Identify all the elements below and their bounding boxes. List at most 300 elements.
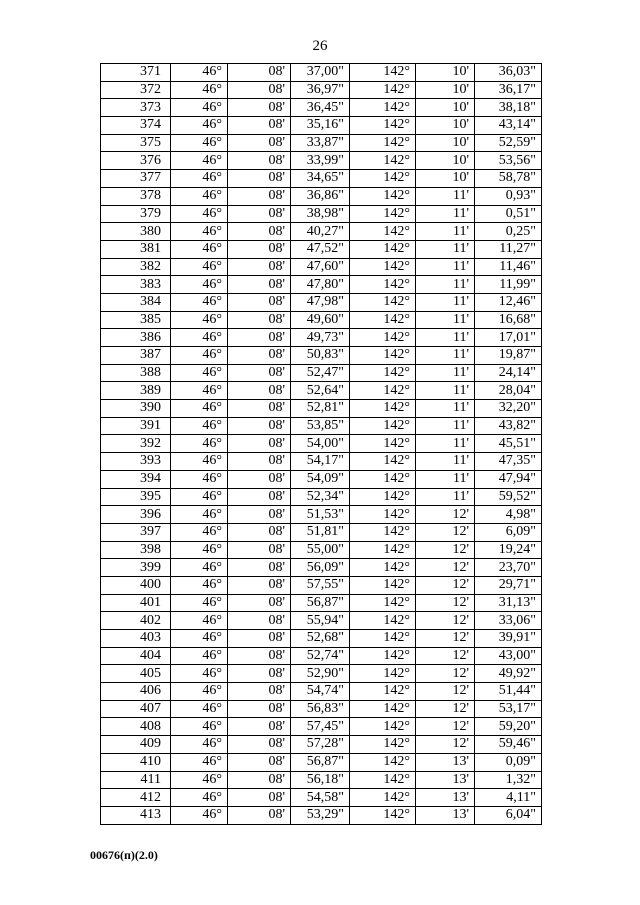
lat-degrees-cell: 46° bbox=[171, 470, 228, 488]
lat-minutes-cell: 08' bbox=[228, 506, 291, 524]
lat-degrees-cell: 46° bbox=[171, 576, 228, 594]
lat-seconds-cell: 52,90" bbox=[291, 665, 350, 683]
lat-seconds-cell: 54,17" bbox=[291, 453, 350, 471]
lat-minutes-cell: 08' bbox=[228, 700, 291, 718]
point-number-cell: 375 bbox=[101, 134, 171, 152]
lon-degrees-cell: 142° bbox=[350, 506, 416, 524]
lat-seconds-cell: 52,68" bbox=[291, 630, 350, 648]
lon-degrees-cell: 142° bbox=[350, 453, 416, 471]
lon-seconds-cell: 4,98" bbox=[475, 506, 542, 524]
lon-seconds-cell: 58,78" bbox=[475, 170, 542, 188]
lat-minutes-cell: 08' bbox=[228, 488, 291, 506]
lat-minutes-cell: 08' bbox=[228, 417, 291, 435]
table-row bbox=[101, 594, 542, 612]
lat-seconds-cell: 47,52" bbox=[291, 240, 350, 258]
table-row bbox=[101, 718, 542, 736]
lon-degrees-cell: 142° bbox=[350, 683, 416, 701]
lon-minutes-cell: 11' bbox=[416, 347, 475, 365]
point-number-cell: 395 bbox=[101, 488, 171, 506]
lon-degrees-cell: 142° bbox=[350, 311, 416, 329]
lon-seconds-cell: 52,59" bbox=[475, 134, 542, 152]
point-number-cell: 413 bbox=[101, 806, 171, 824]
point-number-cell: 379 bbox=[101, 205, 171, 223]
lat-degrees-cell: 46° bbox=[171, 170, 228, 188]
lon-minutes-cell: 12' bbox=[416, 718, 475, 736]
point-number-cell: 377 bbox=[101, 170, 171, 188]
lon-minutes-cell: 11' bbox=[416, 364, 475, 382]
lat-seconds-cell: 47,80" bbox=[291, 276, 350, 294]
lat-minutes-cell: 08' bbox=[228, 665, 291, 683]
point-number-cell: 412 bbox=[101, 789, 171, 807]
lat-degrees-cell: 46° bbox=[171, 240, 228, 258]
lon-seconds-cell: 53,56" bbox=[475, 152, 542, 170]
lon-minutes-cell: 10' bbox=[416, 64, 475, 82]
table-row bbox=[101, 470, 542, 488]
lat-minutes-cell: 08' bbox=[228, 771, 291, 789]
lat-degrees-cell: 46° bbox=[171, 612, 228, 630]
lat-degrees-cell: 46° bbox=[171, 700, 228, 718]
lon-minutes-cell: 11' bbox=[416, 488, 475, 506]
lat-degrees-cell: 46° bbox=[171, 329, 228, 347]
lon-degrees-cell: 142° bbox=[350, 718, 416, 736]
point-number-cell: 406 bbox=[101, 683, 171, 701]
point-number-cell: 410 bbox=[101, 753, 171, 771]
lon-degrees-cell: 142° bbox=[350, 187, 416, 205]
lat-minutes-cell: 08' bbox=[228, 64, 291, 82]
point-number-cell: 374 bbox=[101, 117, 171, 135]
table-row bbox=[101, 665, 542, 683]
table-row bbox=[101, 630, 542, 648]
table-row bbox=[101, 700, 542, 718]
lat-minutes-cell: 08' bbox=[228, 736, 291, 754]
lon-degrees-cell: 142° bbox=[350, 789, 416, 807]
point-number-cell: 372 bbox=[101, 81, 171, 99]
point-number-cell: 385 bbox=[101, 311, 171, 329]
lon-seconds-cell: 0,09" bbox=[475, 753, 542, 771]
lon-seconds-cell: 59,20" bbox=[475, 718, 542, 736]
lon-minutes-cell: 12' bbox=[416, 523, 475, 541]
table-row bbox=[101, 293, 542, 311]
lon-seconds-cell: 38,18" bbox=[475, 99, 542, 117]
lat-seconds-cell: 52,34" bbox=[291, 488, 350, 506]
table-row bbox=[101, 99, 542, 117]
lat-seconds-cell: 52,74" bbox=[291, 647, 350, 665]
table-row bbox=[101, 647, 542, 665]
lat-seconds-cell: 54,09" bbox=[291, 470, 350, 488]
lon-seconds-cell: 24,14" bbox=[475, 364, 542, 382]
lat-minutes-cell: 08' bbox=[228, 81, 291, 99]
table-row bbox=[101, 683, 542, 701]
lon-degrees-cell: 142° bbox=[350, 223, 416, 241]
lat-minutes-cell: 08' bbox=[228, 576, 291, 594]
point-number-cell: 392 bbox=[101, 435, 171, 453]
lon-minutes-cell: 13' bbox=[416, 789, 475, 807]
table-row bbox=[101, 276, 542, 294]
table-row bbox=[101, 541, 542, 559]
lon-seconds-cell: 4,11" bbox=[475, 789, 542, 807]
point-number-cell: 384 bbox=[101, 293, 171, 311]
lon-degrees-cell: 142° bbox=[350, 99, 416, 117]
lon-minutes-cell: 10' bbox=[416, 152, 475, 170]
lat-degrees-cell: 46° bbox=[171, 223, 228, 241]
table-row bbox=[101, 771, 542, 789]
lat-degrees-cell: 46° bbox=[171, 630, 228, 648]
lat-seconds-cell: 56,09" bbox=[291, 559, 350, 577]
lon-degrees-cell: 142° bbox=[350, 205, 416, 223]
lat-seconds-cell: 49,73" bbox=[291, 329, 350, 347]
point-number-cell: 407 bbox=[101, 700, 171, 718]
lon-minutes-cell: 10' bbox=[416, 81, 475, 99]
lat-seconds-cell: 57,55" bbox=[291, 576, 350, 594]
lon-minutes-cell: 11' bbox=[416, 329, 475, 347]
lat-seconds-cell: 40,27" bbox=[291, 223, 350, 241]
lat-minutes-cell: 08' bbox=[228, 117, 291, 135]
lat-degrees-cell: 46° bbox=[171, 417, 228, 435]
lon-seconds-cell: 31,13" bbox=[475, 594, 542, 612]
lat-seconds-cell: 33,99" bbox=[291, 152, 350, 170]
lon-minutes-cell: 12' bbox=[416, 559, 475, 577]
lat-seconds-cell: 56,87" bbox=[291, 594, 350, 612]
table-row bbox=[101, 258, 542, 276]
lat-degrees-cell: 46° bbox=[171, 364, 228, 382]
lat-seconds-cell: 55,00" bbox=[291, 541, 350, 559]
lon-degrees-cell: 142° bbox=[350, 382, 416, 400]
lon-minutes-cell: 11' bbox=[416, 276, 475, 294]
lat-seconds-cell: 57,28" bbox=[291, 736, 350, 754]
lat-minutes-cell: 08' bbox=[228, 683, 291, 701]
lat-degrees-cell: 46° bbox=[171, 683, 228, 701]
lon-degrees-cell: 142° bbox=[350, 488, 416, 506]
lon-degrees-cell: 142° bbox=[350, 329, 416, 347]
lon-seconds-cell: 36,17" bbox=[475, 81, 542, 99]
lat-seconds-cell: 56,83" bbox=[291, 700, 350, 718]
lon-minutes-cell: 10' bbox=[416, 117, 475, 135]
lon-minutes-cell: 12' bbox=[416, 683, 475, 701]
point-number-cell: 398 bbox=[101, 541, 171, 559]
lon-seconds-cell: 43,14" bbox=[475, 117, 542, 135]
lon-minutes-cell: 12' bbox=[416, 594, 475, 612]
point-number-cell: 381 bbox=[101, 240, 171, 258]
lon-seconds-cell: 51,44" bbox=[475, 683, 542, 701]
lon-degrees-cell: 142° bbox=[350, 541, 416, 559]
point-number-cell: 394 bbox=[101, 470, 171, 488]
table-row bbox=[101, 559, 542, 577]
lon-seconds-cell: 0,93" bbox=[475, 187, 542, 205]
lon-minutes-cell: 11' bbox=[416, 293, 475, 311]
lon-degrees-cell: 142° bbox=[350, 700, 416, 718]
lon-seconds-cell: 49,92" bbox=[475, 665, 542, 683]
lat-minutes-cell: 08' bbox=[228, 806, 291, 824]
lat-seconds-cell: 49,60" bbox=[291, 311, 350, 329]
table-row bbox=[101, 205, 542, 223]
lon-seconds-cell: 39,91" bbox=[475, 630, 542, 648]
table-row bbox=[101, 789, 542, 807]
lat-minutes-cell: 08' bbox=[228, 152, 291, 170]
table-row bbox=[101, 311, 542, 329]
lon-seconds-cell: 0,25" bbox=[475, 223, 542, 241]
lat-minutes-cell: 08' bbox=[228, 364, 291, 382]
lat-minutes-cell: 08' bbox=[228, 240, 291, 258]
lat-minutes-cell: 08' bbox=[228, 382, 291, 400]
lat-degrees-cell: 46° bbox=[171, 205, 228, 223]
lat-minutes-cell: 08' bbox=[228, 789, 291, 807]
table-row bbox=[101, 435, 542, 453]
lat-degrees-cell: 46° bbox=[171, 435, 228, 453]
lat-seconds-cell: 47,60" bbox=[291, 258, 350, 276]
lat-degrees-cell: 46° bbox=[171, 541, 228, 559]
point-number-cell: 402 bbox=[101, 612, 171, 630]
lat-degrees-cell: 46° bbox=[171, 134, 228, 152]
point-number-cell: 403 bbox=[101, 630, 171, 648]
lat-degrees-cell: 46° bbox=[171, 293, 228, 311]
lat-degrees-cell: 46° bbox=[171, 718, 228, 736]
lat-minutes-cell: 08' bbox=[228, 453, 291, 471]
lat-seconds-cell: 34,65" bbox=[291, 170, 350, 188]
lon-minutes-cell: 13' bbox=[416, 753, 475, 771]
lon-degrees-cell: 142° bbox=[350, 559, 416, 577]
point-number-cell: 389 bbox=[101, 382, 171, 400]
lon-minutes-cell: 11' bbox=[416, 240, 475, 258]
table-row bbox=[101, 523, 542, 541]
lon-seconds-cell: 0,51" bbox=[475, 205, 542, 223]
lon-minutes-cell: 12' bbox=[416, 647, 475, 665]
lon-seconds-cell: 59,52" bbox=[475, 488, 542, 506]
lon-seconds-cell: 6,04" bbox=[475, 806, 542, 824]
lat-seconds-cell: 53,29" bbox=[291, 806, 350, 824]
lon-seconds-cell: 33,06" bbox=[475, 612, 542, 630]
point-number-cell: 388 bbox=[101, 364, 171, 382]
table-row bbox=[101, 240, 542, 258]
lon-seconds-cell: 12,46" bbox=[475, 293, 542, 311]
lon-degrees-cell: 142° bbox=[350, 417, 416, 435]
lat-seconds-cell: 35,16" bbox=[291, 117, 350, 135]
lon-minutes-cell: 11' bbox=[416, 223, 475, 241]
table-row bbox=[101, 117, 542, 135]
lon-degrees-cell: 142° bbox=[350, 665, 416, 683]
lat-seconds-cell: 52,64" bbox=[291, 382, 350, 400]
table-row bbox=[101, 134, 542, 152]
lat-seconds-cell: 37,00" bbox=[291, 64, 350, 82]
table-row bbox=[101, 612, 542, 630]
table-row bbox=[101, 152, 542, 170]
lon-degrees-cell: 142° bbox=[350, 81, 416, 99]
lat-minutes-cell: 08' bbox=[228, 347, 291, 365]
lon-degrees-cell: 142° bbox=[350, 470, 416, 488]
lon-degrees-cell: 142° bbox=[350, 64, 416, 82]
point-number-cell: 404 bbox=[101, 647, 171, 665]
lon-minutes-cell: 10' bbox=[416, 99, 475, 117]
lon-degrees-cell: 142° bbox=[350, 152, 416, 170]
point-number-cell: 393 bbox=[101, 453, 171, 471]
lon-degrees-cell: 142° bbox=[350, 170, 416, 188]
lon-minutes-cell: 11' bbox=[416, 453, 475, 471]
lon-seconds-cell: 36,03" bbox=[475, 64, 542, 82]
lon-minutes-cell: 12' bbox=[416, 576, 475, 594]
lon-seconds-cell: 43,82" bbox=[475, 417, 542, 435]
lat-minutes-cell: 08' bbox=[228, 170, 291, 188]
coordinates-table bbox=[100, 63, 542, 825]
lon-degrees-cell: 142° bbox=[350, 293, 416, 311]
table-row bbox=[101, 488, 542, 506]
lon-minutes-cell: 11' bbox=[416, 470, 475, 488]
lat-degrees-cell: 46° bbox=[171, 347, 228, 365]
lon-seconds-cell: 11,99" bbox=[475, 276, 542, 294]
lon-minutes-cell: 12' bbox=[416, 700, 475, 718]
lat-minutes-cell: 08' bbox=[228, 134, 291, 152]
point-number-cell: 391 bbox=[101, 417, 171, 435]
lon-degrees-cell: 142° bbox=[350, 240, 416, 258]
lat-minutes-cell: 08' bbox=[228, 276, 291, 294]
lon-minutes-cell: 12' bbox=[416, 541, 475, 559]
lat-degrees-cell: 46° bbox=[171, 453, 228, 471]
table-row bbox=[101, 576, 542, 594]
lat-seconds-cell: 52,47" bbox=[291, 364, 350, 382]
lon-seconds-cell: 6,09" bbox=[475, 523, 542, 541]
lon-degrees-cell: 142° bbox=[350, 647, 416, 665]
lon-seconds-cell: 47,94" bbox=[475, 470, 542, 488]
lon-minutes-cell: 10' bbox=[416, 134, 475, 152]
lon-minutes-cell: 11' bbox=[416, 400, 475, 418]
lat-seconds-cell: 50,83" bbox=[291, 347, 350, 365]
lat-minutes-cell: 08' bbox=[228, 594, 291, 612]
lon-degrees-cell: 142° bbox=[350, 523, 416, 541]
lat-degrees-cell: 46° bbox=[171, 789, 228, 807]
lon-degrees-cell: 142° bbox=[350, 594, 416, 612]
lat-minutes-cell: 08' bbox=[228, 541, 291, 559]
document-code: 00676(п)(2.0) bbox=[90, 848, 158, 862]
lat-degrees-cell: 46° bbox=[171, 152, 228, 170]
lat-minutes-cell: 08' bbox=[228, 718, 291, 736]
point-number-cell: 373 bbox=[101, 99, 171, 117]
lat-seconds-cell: 33,87" bbox=[291, 134, 350, 152]
lat-degrees-cell: 46° bbox=[171, 64, 228, 82]
table-row bbox=[101, 223, 542, 241]
lat-seconds-cell: 36,45" bbox=[291, 99, 350, 117]
lat-minutes-cell: 08' bbox=[228, 559, 291, 577]
lat-degrees-cell: 46° bbox=[171, 665, 228, 683]
lon-degrees-cell: 142° bbox=[350, 771, 416, 789]
coordinates-table-body bbox=[101, 64, 542, 825]
lon-seconds-cell: 43,00" bbox=[475, 647, 542, 665]
lon-minutes-cell: 11' bbox=[416, 258, 475, 276]
lon-minutes-cell: 12' bbox=[416, 630, 475, 648]
table-row bbox=[101, 347, 542, 365]
table-row bbox=[101, 417, 542, 435]
lat-seconds-cell: 51,53" bbox=[291, 506, 350, 524]
point-number-cell: 371 bbox=[101, 64, 171, 82]
point-number-cell: 390 bbox=[101, 400, 171, 418]
lat-seconds-cell: 52,81" bbox=[291, 400, 350, 418]
lat-minutes-cell: 08' bbox=[228, 470, 291, 488]
point-number-cell: 387 bbox=[101, 347, 171, 365]
lon-minutes-cell: 11' bbox=[416, 187, 475, 205]
point-number-cell: 380 bbox=[101, 223, 171, 241]
lon-minutes-cell: 12' bbox=[416, 665, 475, 683]
lon-degrees-cell: 142° bbox=[350, 612, 416, 630]
lon-minutes-cell: 13' bbox=[416, 771, 475, 789]
lon-minutes-cell: 11' bbox=[416, 311, 475, 329]
lon-minutes-cell: 13' bbox=[416, 806, 475, 824]
lat-seconds-cell: 54,74" bbox=[291, 683, 350, 701]
table-row bbox=[101, 329, 542, 347]
lat-seconds-cell: 54,00" bbox=[291, 435, 350, 453]
point-number-cell: 411 bbox=[101, 771, 171, 789]
table-row bbox=[101, 736, 542, 754]
lon-degrees-cell: 142° bbox=[350, 806, 416, 824]
lat-seconds-cell: 47,98" bbox=[291, 293, 350, 311]
lat-minutes-cell: 08' bbox=[228, 612, 291, 630]
point-number-cell: 376 bbox=[101, 152, 171, 170]
lat-seconds-cell: 36,97" bbox=[291, 81, 350, 99]
lon-degrees-cell: 142° bbox=[350, 435, 416, 453]
lat-seconds-cell: 38,98" bbox=[291, 205, 350, 223]
lat-minutes-cell: 08' bbox=[228, 523, 291, 541]
lon-seconds-cell: 32,20" bbox=[475, 400, 542, 418]
lat-minutes-cell: 08' bbox=[228, 400, 291, 418]
lat-minutes-cell: 08' bbox=[228, 293, 291, 311]
table-row bbox=[101, 364, 542, 382]
lat-minutes-cell: 08' bbox=[228, 258, 291, 276]
lat-degrees-cell: 46° bbox=[171, 594, 228, 612]
lon-seconds-cell: 28,04" bbox=[475, 382, 542, 400]
lon-minutes-cell: 12' bbox=[416, 736, 475, 754]
point-number-cell: 400 bbox=[101, 576, 171, 594]
lat-degrees-cell: 46° bbox=[171, 400, 228, 418]
lat-minutes-cell: 08' bbox=[228, 223, 291, 241]
lon-seconds-cell: 16,68" bbox=[475, 311, 542, 329]
lat-minutes-cell: 08' bbox=[228, 99, 291, 117]
table-row bbox=[101, 400, 542, 418]
lon-seconds-cell: 11,27" bbox=[475, 240, 542, 258]
lat-degrees-cell: 46° bbox=[171, 99, 228, 117]
lat-degrees-cell: 46° bbox=[171, 753, 228, 771]
table-row bbox=[101, 453, 542, 471]
lon-degrees-cell: 142° bbox=[350, 400, 416, 418]
lon-degrees-cell: 142° bbox=[350, 576, 416, 594]
point-number-cell: 378 bbox=[101, 187, 171, 205]
lat-degrees-cell: 46° bbox=[171, 276, 228, 294]
lat-seconds-cell: 53,85" bbox=[291, 417, 350, 435]
lon-degrees-cell: 142° bbox=[350, 117, 416, 135]
lon-degrees-cell: 142° bbox=[350, 753, 416, 771]
lon-degrees-cell: 142° bbox=[350, 134, 416, 152]
lon-seconds-cell: 11,46" bbox=[475, 258, 542, 276]
point-number-cell: 386 bbox=[101, 329, 171, 347]
lat-seconds-cell: 55,94" bbox=[291, 612, 350, 630]
lat-degrees-cell: 46° bbox=[171, 258, 228, 276]
lon-degrees-cell: 142° bbox=[350, 630, 416, 648]
table-row bbox=[101, 753, 542, 771]
lat-minutes-cell: 08' bbox=[228, 205, 291, 223]
table-row bbox=[101, 81, 542, 99]
lon-degrees-cell: 142° bbox=[350, 364, 416, 382]
lon-seconds-cell: 29,71" bbox=[475, 576, 542, 594]
lon-degrees-cell: 142° bbox=[350, 736, 416, 754]
lat-degrees-cell: 46° bbox=[171, 771, 228, 789]
lat-minutes-cell: 08' bbox=[228, 435, 291, 453]
lat-seconds-cell: 36,86" bbox=[291, 187, 350, 205]
point-number-cell: 396 bbox=[101, 506, 171, 524]
table-row bbox=[101, 382, 542, 400]
lon-seconds-cell: 23,70" bbox=[475, 559, 542, 577]
lat-degrees-cell: 46° bbox=[171, 506, 228, 524]
lat-degrees-cell: 46° bbox=[171, 806, 228, 824]
lat-minutes-cell: 08' bbox=[228, 311, 291, 329]
table-row bbox=[101, 806, 542, 824]
point-number-cell: 408 bbox=[101, 718, 171, 736]
lat-degrees-cell: 46° bbox=[171, 187, 228, 205]
table-row bbox=[101, 170, 542, 188]
